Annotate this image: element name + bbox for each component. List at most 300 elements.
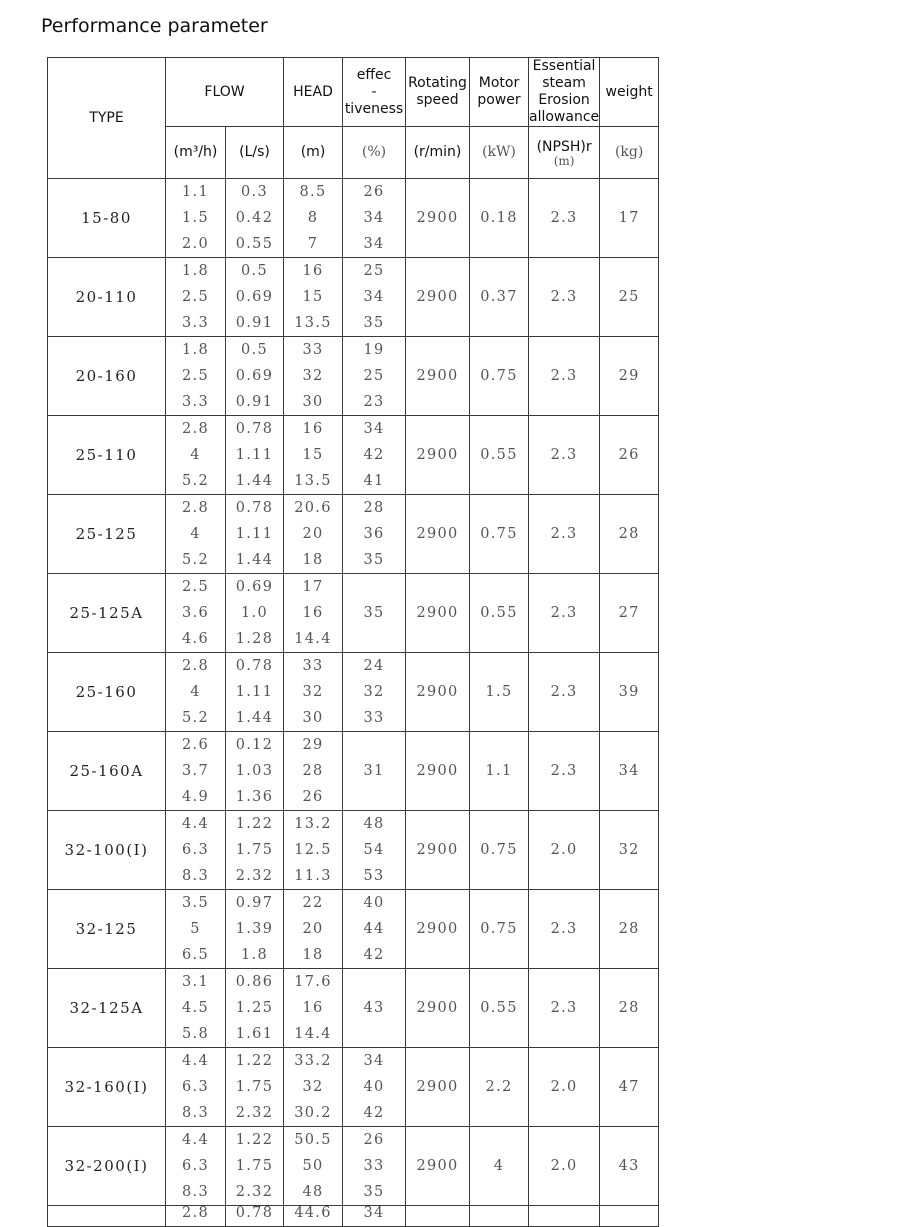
cell-value: 40 <box>363 1079 385 1095</box>
cell-value: 35 <box>363 552 385 568</box>
cell-value: 48 <box>363 816 385 832</box>
cell-power: 1.5 <box>470 653 529 732</box>
header-head-unit: (m) <box>284 127 343 179</box>
cell-value: 13.5 <box>294 473 332 489</box>
cell-value: 1.5 <box>182 210 209 226</box>
cell-eff <box>343 890 406 969</box>
cell-flow-m3h <box>166 1127 226 1206</box>
cell-flow-ls <box>226 1127 284 1206</box>
cell-value: 25 <box>363 263 385 279</box>
cell-value: 28 <box>363 500 385 516</box>
cell-value: 42 <box>363 947 385 963</box>
cell-value: 5.2 <box>182 710 209 726</box>
cell-speed: 2900 <box>406 732 470 811</box>
cell-speed: 2900 <box>406 969 470 1048</box>
cell-type: 15-80 <box>48 179 166 258</box>
header-weight: weight <box>600 58 659 127</box>
cell-value: 0.78 <box>235 500 274 516</box>
cell-power: 0.55 <box>470 416 529 495</box>
cell-value: 43 <box>363 1000 385 1016</box>
cell-value: 30.2 <box>294 1105 332 1121</box>
cell-value: 44.6 <box>294 1206 332 1221</box>
table-row <box>48 969 659 1048</box>
cell-type: 25-160 <box>48 653 166 732</box>
cell-value: 4.4 <box>182 1053 209 1069</box>
table-row <box>48 732 659 811</box>
cell-head <box>284 574 343 653</box>
cell-value: 30 <box>302 710 324 726</box>
cell-value: 42 <box>363 1105 385 1121</box>
cell-value: 16 <box>302 421 324 437</box>
cell-value: 16 <box>302 263 324 279</box>
cell-value: 2.8 <box>182 500 209 516</box>
header-flow: FLOW <box>166 58 284 127</box>
cell-value: 2.8 <box>182 1206 209 1221</box>
header-npsh-unit <box>529 127 600 179</box>
cell-value: 5.8 <box>182 1026 209 1042</box>
table-row <box>48 890 659 969</box>
cell-eff <box>343 732 406 811</box>
cell-value: 0.78 <box>235 421 274 437</box>
cell-npsh: 2.0 <box>529 1048 600 1127</box>
page-title: Performance parameter <box>41 15 268 37</box>
cell-type <box>48 1206 166 1227</box>
cell-value: 32 <box>302 368 324 384</box>
cell-npsh: 2.3 <box>529 179 600 258</box>
cell-type: 32-160(I) <box>48 1048 166 1127</box>
cell-npsh: 2.3 <box>529 574 600 653</box>
cell-head <box>284 1127 343 1206</box>
cell-value: 0.5 <box>241 342 268 358</box>
cell-value: 11.3 <box>294 868 332 884</box>
cell-value: 50.5 <box>294 1132 332 1148</box>
cell-weight: 28 <box>600 890 659 969</box>
cell-value: 33 <box>363 710 385 726</box>
cell-value: 8.3 <box>182 868 209 884</box>
cell-value: 54 <box>363 842 385 858</box>
cell-value: 1.61 <box>235 1026 274 1042</box>
cell-power: 1.1 <box>470 732 529 811</box>
cell-flow-ls <box>226 969 284 1048</box>
cell-flow-m3h <box>166 1048 226 1127</box>
cell-value: 8.5 <box>299 184 327 200</box>
cell-value: 2.8 <box>182 658 209 674</box>
cell-weight: 29 <box>600 337 659 416</box>
cell-value: 1.75 <box>235 842 274 858</box>
cell-weight: 47 <box>600 1048 659 1127</box>
cell-value: 0.69 <box>235 368 274 384</box>
cell-value: 4 <box>190 526 201 542</box>
cell-value: 23 <box>363 394 385 410</box>
table-row <box>48 574 659 653</box>
cell-value: 4 <box>190 684 201 700</box>
cell-flow-m3h <box>166 732 226 811</box>
header-npsh-line1: Essential <box>532 58 596 74</box>
cell-speed: 2900 <box>406 890 470 969</box>
table-row <box>48 1048 659 1127</box>
cell-head <box>284 495 343 574</box>
header-npsh <box>529 58 600 127</box>
header-npsh-unit2: (m) <box>553 153 575 168</box>
cell-type: 25-160A <box>48 732 166 811</box>
cell-value: 28 <box>302 763 324 779</box>
cell-value: 48 <box>302 1184 324 1200</box>
header-eff-line1: effec <box>356 66 392 83</box>
cell-value: 19 <box>363 342 385 358</box>
header-speed-line2: speed <box>416 92 459 108</box>
cell-head <box>284 258 343 337</box>
cell-value: 8.3 <box>182 1184 209 1200</box>
cell-value: 2.5 <box>182 368 209 384</box>
cell-weight: 28 <box>600 495 659 574</box>
cell-value: 4.5 <box>182 1000 209 1016</box>
cell-type: 32-125 <box>48 890 166 969</box>
cell-value: 35 <box>363 605 385 621</box>
cell-weight: 17 <box>600 179 659 258</box>
table-body <box>48 179 659 1227</box>
cell-value: 0.55 <box>235 236 274 252</box>
cell-weight <box>600 1206 659 1227</box>
cell-head <box>284 969 343 1048</box>
cell-flow-ls <box>226 1206 284 1227</box>
cell-value: 4 <box>190 447 201 463</box>
header-eff-unit <box>343 127 406 179</box>
cell-value: 0.69 <box>235 289 274 305</box>
cell-value: 5.2 <box>182 552 209 568</box>
cell-value: 29 <box>302 737 324 753</box>
cell-value: 34 <box>363 210 385 226</box>
cell-type: 32-100(I) <box>48 811 166 890</box>
cell-power: 0.18 <box>470 179 529 258</box>
cell-value: 31 <box>363 763 385 779</box>
cell-value: 1.75 <box>235 1079 274 1095</box>
cell-flow-m3h <box>166 179 226 258</box>
table-row <box>48 653 659 732</box>
cell-value: 26 <box>363 184 385 200</box>
cell-eff <box>343 416 406 495</box>
cell-npsh <box>529 1206 600 1227</box>
cell-flow-m3h <box>166 416 226 495</box>
cell-type: 25-125A <box>48 574 166 653</box>
cell-value: 26 <box>302 789 324 805</box>
cell-value: 3.3 <box>182 394 209 410</box>
cell-value: 1.1 <box>182 184 209 200</box>
cell-value: 1.44 <box>235 710 274 726</box>
cell-value: 33.2 <box>294 1053 332 1069</box>
cell-npsh: 2.3 <box>529 416 600 495</box>
cell-value: 1.25 <box>235 1000 274 1016</box>
cell-head <box>284 1206 343 1227</box>
cell-flow-m3h <box>166 337 226 416</box>
table-row <box>48 337 659 416</box>
cell-flow-ls <box>226 732 284 811</box>
cell-value: 0.91 <box>235 315 274 331</box>
header-flow-unit-ls: (L/s) <box>226 127 284 179</box>
cell-head <box>284 337 343 416</box>
cell-speed: 2900 <box>406 258 470 337</box>
performance-table <box>47 57 659 1227</box>
cell-npsh: 2.0 <box>529 811 600 890</box>
cell-power: 0.37 <box>470 258 529 337</box>
cell-value: 30 <box>302 394 324 410</box>
cell-value: 0.91 <box>235 394 274 410</box>
cell-value: 6.3 <box>182 1079 209 1095</box>
cell-value: 16 <box>302 1000 324 1016</box>
cell-value: 34 <box>363 236 385 252</box>
cell-value: 2.5 <box>182 289 209 305</box>
cell-eff <box>343 258 406 337</box>
cell-value: 6.3 <box>182 1158 209 1174</box>
cell-weight: 39 <box>600 653 659 732</box>
cell-value: 2.6 <box>182 737 209 753</box>
cell-value: 4.6 <box>182 631 209 647</box>
cell-value: 0.78 <box>235 1206 274 1221</box>
table-row <box>48 1127 659 1206</box>
cell-value: 3.3 <box>182 315 209 331</box>
cell-value: 18 <box>302 947 324 963</box>
cell-power: 0.55 <box>470 574 529 653</box>
header-eff-unit-text: (%) <box>361 144 387 160</box>
cell-head <box>284 653 343 732</box>
header-npsh-line4: allowance <box>529 109 600 125</box>
cell-value: 3.1 <box>182 974 209 990</box>
cell-value: 3.5 <box>182 895 209 911</box>
cell-head <box>284 416 343 495</box>
cell-flow-ls <box>226 416 284 495</box>
cell-value: 0.86 <box>235 974 274 990</box>
cell-value: 40 <box>363 895 385 911</box>
cell-value: 1.39 <box>235 921 274 937</box>
cell-value: 5 <box>190 921 201 937</box>
cell-value: 0.42 <box>235 210 274 226</box>
cell-value: 26 <box>363 1132 385 1148</box>
cell-flow-ls <box>226 179 284 258</box>
cell-value: 2.8 <box>182 421 209 437</box>
cell-weight: 32 <box>600 811 659 890</box>
cell-value: 14.4 <box>294 631 332 647</box>
cell-speed: 2900 <box>406 1127 470 1206</box>
cell-value: 0.3 <box>241 184 268 200</box>
cell-npsh: 2.0 <box>529 1127 600 1206</box>
cell-value: 50 <box>302 1158 324 1174</box>
cell-value: 1.8 <box>241 947 268 963</box>
cell-flow-ls <box>226 1048 284 1127</box>
header-motor-unit-text: (kW) <box>482 144 516 160</box>
cell-eff <box>343 574 406 653</box>
cell-value: 20 <box>302 921 324 937</box>
cell-weight: 25 <box>600 258 659 337</box>
cell-type: 25-110 <box>48 416 166 495</box>
cell-flow-m3h <box>166 969 226 1048</box>
cell-speed: 2900 <box>406 1048 470 1127</box>
header-motor-power <box>470 58 529 127</box>
cell-speed: 2900 <box>406 574 470 653</box>
cell-flow-ls <box>226 337 284 416</box>
cell-type: 20-160 <box>48 337 166 416</box>
cell-value: 1.22 <box>235 1053 274 1069</box>
header-speed-line1: Rotating <box>408 75 467 91</box>
cell-value: 18 <box>302 552 324 568</box>
cell-value: 0.97 <box>235 895 274 911</box>
cell-eff <box>343 495 406 574</box>
cell-value: 13.2 <box>294 816 332 832</box>
cell-value: 35 <box>363 1184 385 1200</box>
cell-value: 2.32 <box>235 1105 274 1121</box>
cell-value: 44 <box>363 921 385 937</box>
cell-value: 16 <box>302 605 324 621</box>
table-header <box>48 58 659 179</box>
cell-npsh: 2.3 <box>529 495 600 574</box>
cell-type: 20-110 <box>48 258 166 337</box>
cell-power: 0.55 <box>470 969 529 1048</box>
cell-value: 17.6 <box>294 974 332 990</box>
cell-value: 36 <box>363 526 385 542</box>
cell-flow-m3h <box>166 811 226 890</box>
cell-flow-ls <box>226 495 284 574</box>
cell-value: 1.44 <box>235 552 274 568</box>
table-row <box>48 1206 659 1227</box>
cell-value: 33 <box>363 1158 385 1174</box>
cell-value: 6.5 <box>182 947 209 963</box>
cell-value: 2.32 <box>235 868 274 884</box>
cell-power: 2.2 <box>470 1048 529 1127</box>
cell-value: 34 <box>363 1053 385 1069</box>
cell-value: 1.8 <box>182 263 209 279</box>
cell-value: 0.12 <box>235 737 274 753</box>
cell-flow-m3h <box>166 653 226 732</box>
header-motor-line1: Motor <box>478 75 520 91</box>
cell-value: 32 <box>302 684 324 700</box>
header-eff-line2: -tiveness <box>344 83 404 117</box>
cell-value: 33 <box>302 658 324 674</box>
table-row <box>48 416 659 495</box>
cell-value: 34 <box>363 1206 385 1221</box>
cell-value: 41 <box>363 473 385 489</box>
cell-speed <box>406 1206 470 1227</box>
cell-value: 1.11 <box>235 447 274 463</box>
cell-npsh: 2.3 <box>529 732 600 811</box>
header-weight-unit <box>600 127 659 179</box>
cell-npsh: 2.3 <box>529 258 600 337</box>
cell-eff <box>343 969 406 1048</box>
cell-value: 20.6 <box>294 500 332 516</box>
cell-value: 3.6 <box>182 605 209 621</box>
header-motor-unit <box>470 127 529 179</box>
cell-value: 12.5 <box>294 842 332 858</box>
cell-power: 0.75 <box>470 337 529 416</box>
cell-flow-ls <box>226 653 284 732</box>
cell-value: 13.5 <box>294 315 332 331</box>
cell-weight: 43 <box>600 1127 659 1206</box>
cell-value: 1.22 <box>235 1132 274 1148</box>
cell-value: 15 <box>302 289 324 305</box>
cell-type: 32-200(I) <box>48 1127 166 1206</box>
cell-npsh: 2.3 <box>529 890 600 969</box>
cell-value: 1.11 <box>235 684 274 700</box>
cell-value: 25 <box>363 368 385 384</box>
cell-npsh: 2.3 <box>529 337 600 416</box>
cell-value: 20 <box>302 526 324 542</box>
cell-value: 7 <box>307 236 319 252</box>
cell-value: 2.5 <box>182 579 209 595</box>
cell-value: 8 <box>307 210 319 226</box>
cell-flow-ls <box>226 574 284 653</box>
table-row <box>48 495 659 574</box>
cell-value: 22 <box>302 895 324 911</box>
cell-value: 35 <box>363 315 385 331</box>
cell-value: 4.9 <box>182 789 209 805</box>
cell-speed: 2900 <box>406 337 470 416</box>
cell-value: 1.8 <box>182 342 209 358</box>
cell-head <box>284 1048 343 1127</box>
header-motor-line2: power <box>477 92 521 108</box>
cell-speed: 2900 <box>406 495 470 574</box>
cell-power: 0.75 <box>470 811 529 890</box>
cell-value: 1.75 <box>235 1158 274 1174</box>
cell-eff <box>343 653 406 732</box>
cell-value: 1.36 <box>235 789 274 805</box>
cell-value: 6.3 <box>182 842 209 858</box>
header-npsh-unit-text: (NPSH)r <box>536 138 592 155</box>
cell-value: 1.11 <box>235 526 274 542</box>
header-npsh-line2: steam <box>542 75 586 91</box>
cell-flow-m3h <box>166 1206 226 1227</box>
cell-type: 25-125 <box>48 495 166 574</box>
cell-weight: 28 <box>600 969 659 1048</box>
cell-value: 32 <box>363 684 385 700</box>
cell-value: 0.69 <box>235 579 274 595</box>
cell-value: 4.4 <box>182 1132 209 1148</box>
cell-flow-m3h <box>166 890 226 969</box>
cell-value: 24 <box>363 658 385 674</box>
header-type: TYPE <box>48 58 166 179</box>
cell-head <box>284 732 343 811</box>
cell-value: 15 <box>302 447 324 463</box>
header-head: HEAD <box>284 58 343 127</box>
cell-eff <box>343 1048 406 1127</box>
cell-power: 0.75 <box>470 890 529 969</box>
cell-flow-ls <box>226 258 284 337</box>
cell-value: 8.3 <box>182 1105 209 1121</box>
cell-value: 5.2 <box>182 473 209 489</box>
cell-power: 4 <box>470 1127 529 1206</box>
header-speed-unit: (r/min) <box>406 127 470 179</box>
cell-value: 42 <box>363 447 385 463</box>
cell-speed: 2900 <box>406 811 470 890</box>
cell-value: 4.4 <box>182 816 209 832</box>
cell-head <box>284 179 343 258</box>
cell-eff <box>343 1206 406 1227</box>
cell-flow-ls <box>226 890 284 969</box>
cell-eff <box>343 337 406 416</box>
cell-power: 0.75 <box>470 495 529 574</box>
cell-weight: 27 <box>600 574 659 653</box>
cell-eff <box>343 179 406 258</box>
cell-npsh: 2.3 <box>529 969 600 1048</box>
cell-weight: 34 <box>600 732 659 811</box>
cell-weight: 26 <box>600 416 659 495</box>
cell-value: 53 <box>363 868 385 884</box>
header-weight-unit-text: (kg) <box>614 144 644 160</box>
cell-speed: 2900 <box>406 179 470 258</box>
cell-eff <box>343 1127 406 1206</box>
cell-flow-m3h <box>166 495 226 574</box>
cell-flow-m3h <box>166 574 226 653</box>
header-flow-unit-m3h: (m³/h) <box>166 127 226 179</box>
header-effectiveness <box>343 58 406 127</box>
cell-speed: 2900 <box>406 653 470 732</box>
table-row <box>48 811 659 890</box>
